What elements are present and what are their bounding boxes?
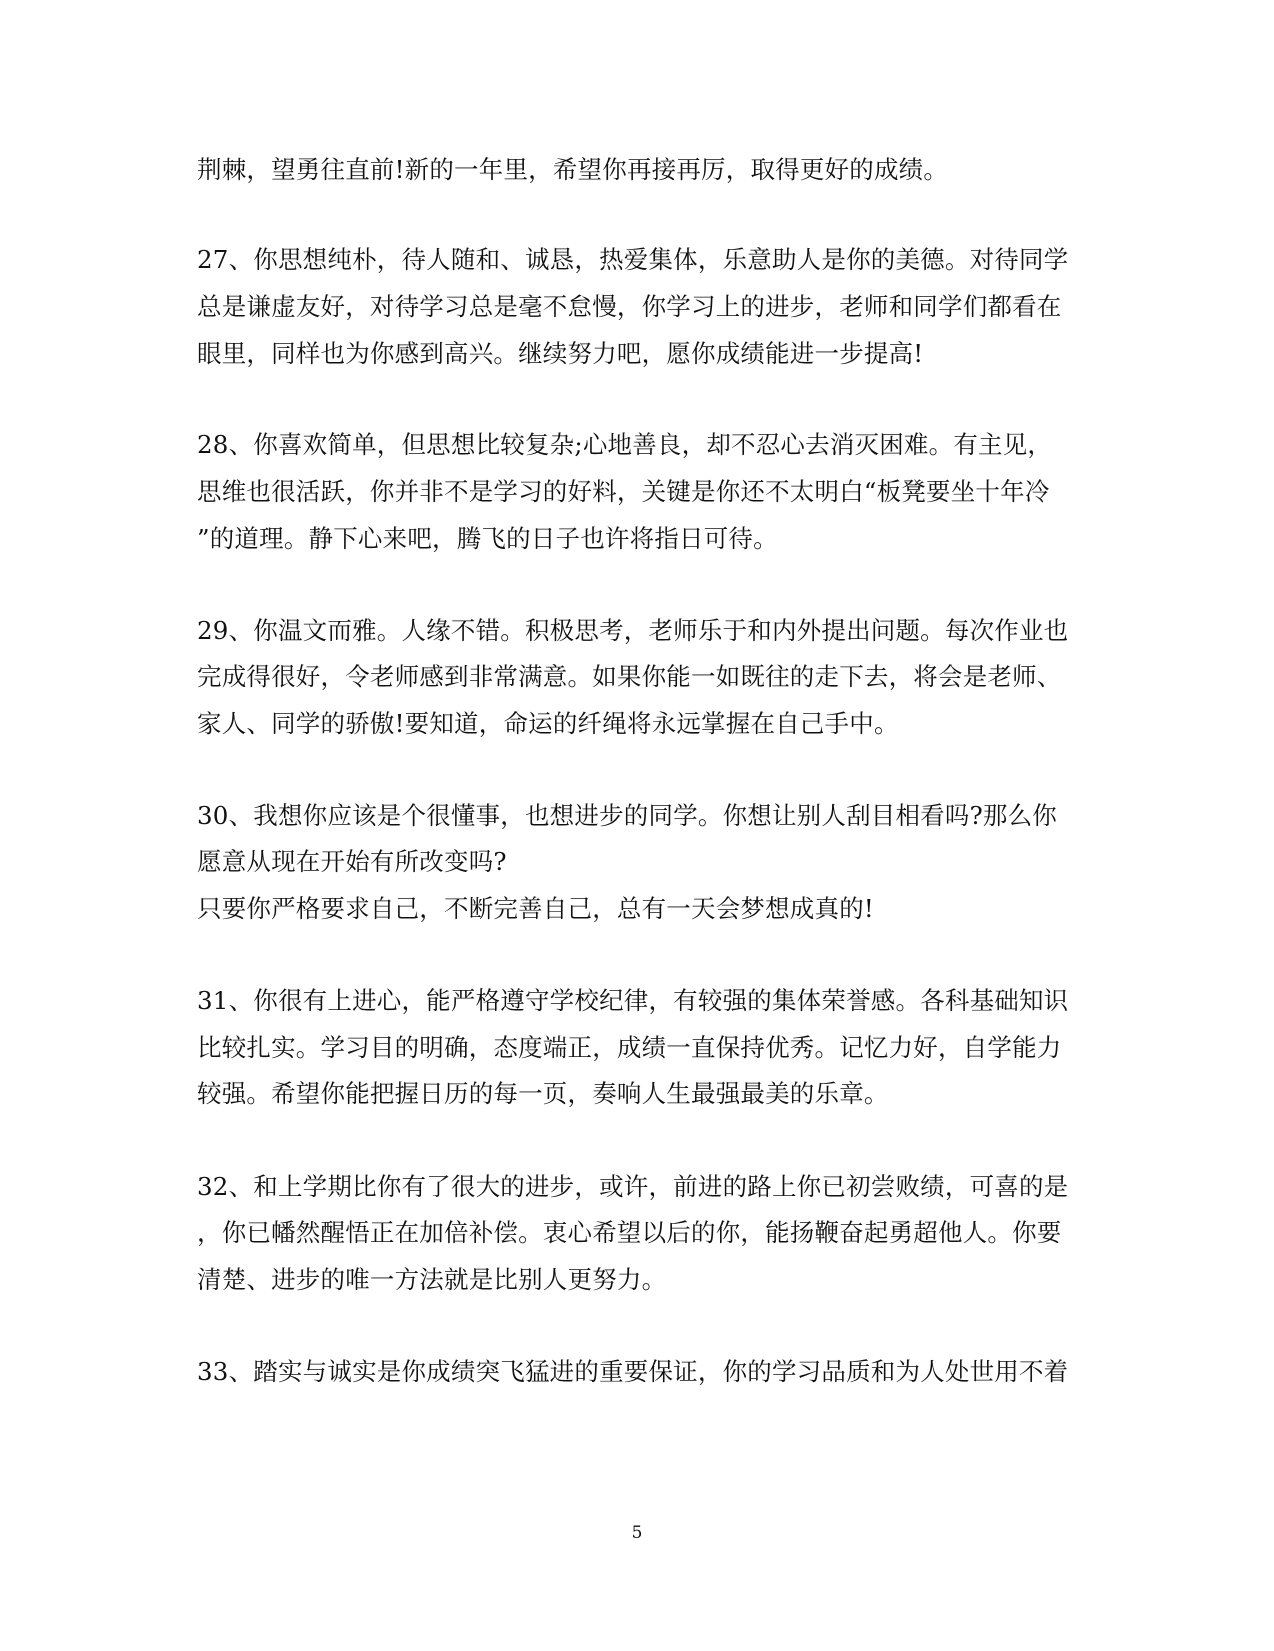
text-line: 29、你温文而雅。人缘不错。积极思考，老师乐于和内外提出问题。每次作业也 [197,616,1069,645]
text-line: 只要你严格要求自己，不断完善自己，总有一天会梦想成真的! [197,894,874,923]
text-line: 31、你很有上进心，能严格遵守学校纪律，有较强的集体荣誉感。各科基础知识 [197,986,1069,1015]
text-line: 家人、同学的骄傲!要知道，命运的纤绳将永远掌握在自己手中。 [197,709,899,738]
page-number: 5 [631,1523,643,1543]
text-line: 27、你思想纯朴，待人随和、诚恳，热爱集体，乐意助人是你的美德。对待同学 [197,245,1069,274]
text-line: ，你已幡然醒悟正在加倍补偿。衷心希望以后的你，能扬鞭奋起勇超他人。你要 [197,1218,1062,1247]
text-line: 比较扎实。学习目的明确，态度端正，成绩一直保持优秀。记忆力好，自学能力 [197,1033,1062,1062]
text-line: 荆棘，望勇往直前!新的一年里，希望你再接再厉，取得更好的成绩。 [197,155,949,184]
text-line: 愿意从现在开始有所改变吗? [197,847,507,876]
text-line: 33、踏实与诚实是你成绩突飞猛进的重要保证，你的学习品质和为人处世用不着 [197,1357,1069,1386]
text-line: 完成得很好，令老师感到非常满意。如果你能一如既往的走下去，将会是老师、 [197,662,1062,691]
text-line: 思维也很活跃，你并非不是学习的好料，关键是你还不太明白“板凳要坐十年冷 [197,477,1050,506]
text-line: 清楚、进步的唯一方法就是比别人更努力。 [197,1265,667,1294]
text-line: 28、你喜欢简单，但思想比较复杂;心地善良，却不忍心去消灭困难。有主见， [197,430,1053,459]
text-line: 32、和上学期比你有了很大的进步，或许，前进的路上你已初尝败绩，可喜的是 [197,1172,1069,1201]
text-line: 眼里，同样也为你感到高兴。继续努力吧，愿你成绩能进一步提高! [197,339,924,368]
text-line: 30、我想你应该是个很懂事，也想进步的同学。你想让别人刮目相看吗?那么你 [197,801,1058,830]
text-line: ”的道理。静下心来吧，腾飞的日子也许将指日可待。 [197,524,778,553]
text-line: 总是谦虚友好，对待学习总是毫不怠慢，你学习上的进步，老师和同学们都看在 [197,292,1062,321]
text-line: 较强。希望你能把握日历的每一页，奏响人生最强最美的乐章。 [197,1079,889,1108]
